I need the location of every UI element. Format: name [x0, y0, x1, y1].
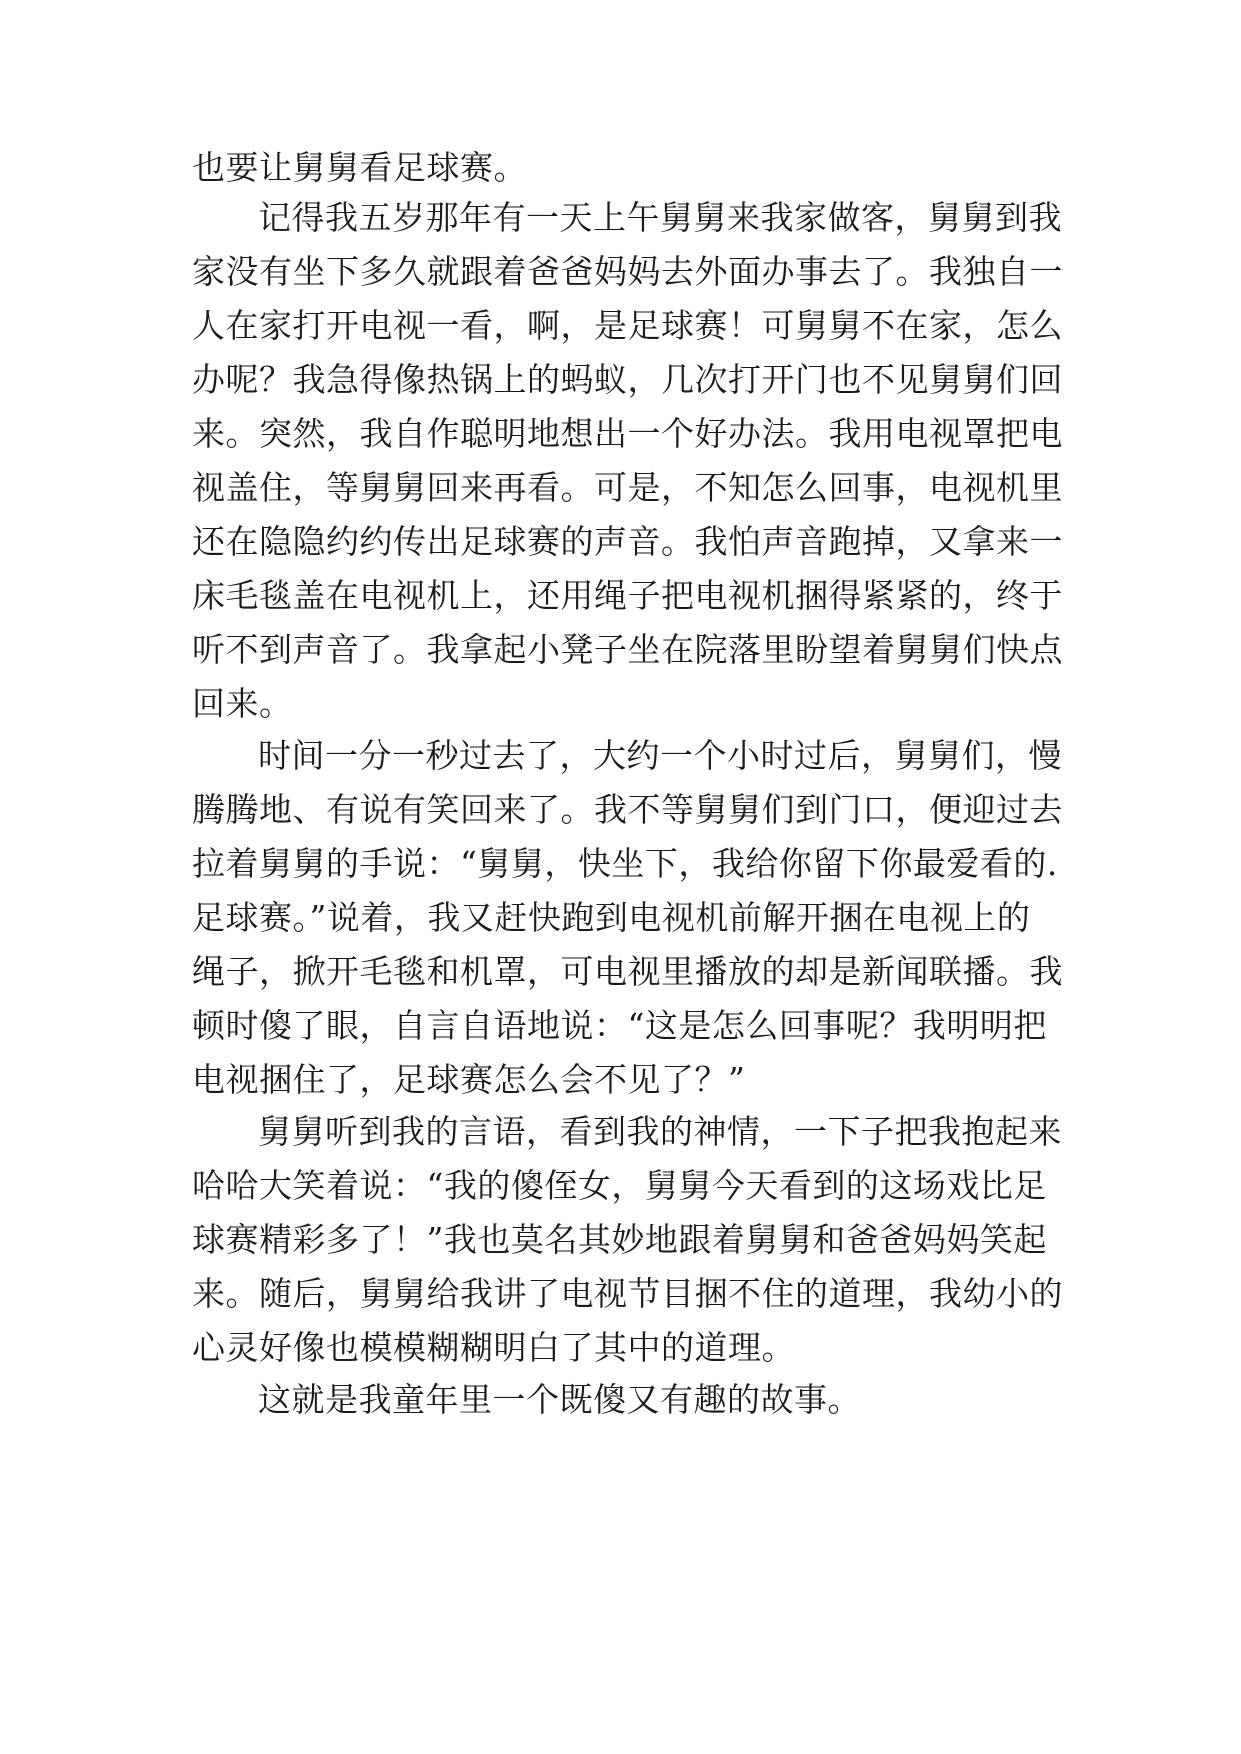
- text-line: 顿时傻了眼，自言自语地说：“这是怎么回事呢？我明明把: [192, 1006, 1047, 1045]
- text-line: 回来。: [192, 684, 293, 723]
- text-line: 人在家打开电视一看，啊，是足球赛！可舅舅不在家，怎么: [192, 306, 1063, 345]
- text-line: 也要让舅舅看足球赛。: [192, 148, 527, 187]
- text-line: 来。突然，我自作聪明地想出一个好办法。我用电视罩把电: [192, 414, 1063, 453]
- text-line: 听不到声音了。我拿起小凳子坐在院落里盼望着舅舅们快点: [192, 630, 1063, 669]
- text-line: 床毛毯盖在电视机上，还用绳子把电视机捆得紧紧的，终于: [192, 576, 1063, 615]
- text-line: 拉着舅舅的手说：“舅舅，快坐下，我给你留下你最爱看的.: [192, 844, 1058, 883]
- paragraph-start-line: 记得我五岁那年有一天上午舅舅来我家做客，舅舅到我: [258, 198, 1062, 237]
- text-line: 足球赛。”说着，我又赶快跑到电视机前解开捆在电视上的: [192, 898, 1031, 937]
- text-line: 办呢？我急得像热锅上的蚂蚁，几次打开门也不见舅舅们回: [192, 360, 1063, 399]
- text-line: 视盖住，等舅舅回来再看。可是，不知怎么回事，电视机里: [192, 468, 1063, 507]
- paragraph-start-line: 舅舅听到我的言语，看到我的神情，一下子把我抱起来: [258, 1112, 1062, 1151]
- text-line: 心灵好像也模模糊糊明白了其中的道理。: [192, 1328, 795, 1367]
- text-line: 球赛精彩多了！”我也莫名其妙地跟着舅舅和爸爸妈妈笑起: [192, 1220, 1047, 1259]
- text-line: 腾腾地、有说有笑回来了。我不等舅舅们到门口，便迎过去: [192, 790, 1063, 829]
- paragraph-start-line: 时间一分一秒过去了，大约一个小时过后，舅舅们，慢: [258, 736, 1062, 775]
- text-line: 绳子，掀开毛毯和机罩，可电视里播放的却是新闻联播。我: [192, 952, 1063, 991]
- paragraph-start-line: 这就是我童年里一个既傻又有趣的故事。: [258, 1380, 861, 1419]
- text-line: 家没有坐下多久就跟着爸爸妈妈去外面办事去了。我独自一: [192, 252, 1063, 291]
- text-line: 来。随后，舅舅给我讲了电视节目捆不住的道理，我幼小的: [192, 1274, 1063, 1313]
- text-line: 还在隐隐约约传出足球赛的声音。我怕声音跑掉，又拿来一: [192, 522, 1063, 561]
- text-line: 哈哈大笑着说：“我的傻侄女，舅舅今天看到的这场戏比足: [192, 1166, 1047, 1205]
- text-line: 电视捆住了，足球赛怎么会不见了？”: [192, 1060, 746, 1099]
